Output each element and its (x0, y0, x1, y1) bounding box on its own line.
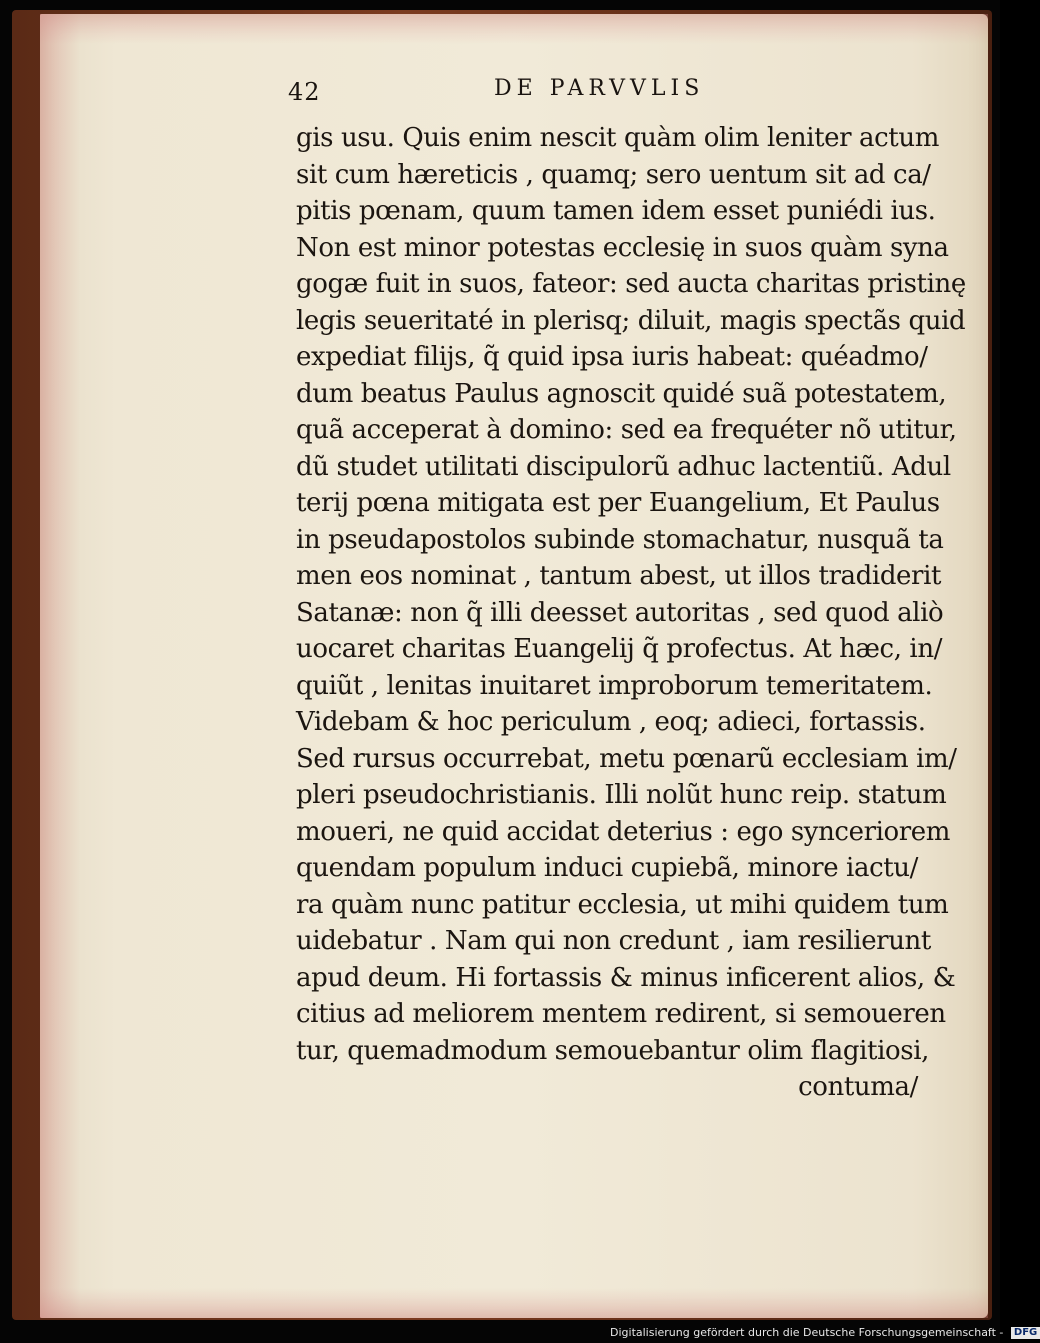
text-line: uidebatur . Nam qui non credunt , iam resilierunt (296, 926, 931, 956)
text-line: dum beatus Paulus agnoscit quidé suã potestatem, (296, 378, 947, 409)
body-text (296, 120, 966, 1106)
text-line: quã acceperat à domino: sed ea frequéter nõ utitur, (296, 415, 957, 445)
text-line: gogæ fuit in suos, fateor: sed aucta charitas pristinę (296, 269, 966, 299)
text-line: tur, quemadmodum semouebantur olim flagitiosi, (296, 1035, 929, 1066)
catchword: contuma/ (798, 1072, 918, 1102)
text-line: expediat filijs, q̃ quid ipsa iuris habeat: quéadmo/ (296, 342, 928, 372)
text-line: quiũt , lenitas inuitaret improborum temeritatem. (296, 670, 933, 701)
text-line: sit cum hæreticis , quamq; sero uentum sit ad ca/ (296, 159, 931, 190)
text-line: in pseudapostolos subinde stomachatur, nusquã ta (296, 524, 944, 555)
text-line: quendam populum induci cupiebã, minore iactu/ (296, 853, 918, 883)
credit-text: Digitalisierung gefördert durch die Deutsche Forschungsgemeinschaft - (610, 1326, 1004, 1339)
text-line: Sed rursus occurrebat, metu pœnarũ ecclesiam im/ (296, 743, 957, 774)
digitization-credit (610, 1326, 1040, 1339)
text-line: Videbam & hoc periculum , eoq; adieci, fortassis. (296, 707, 926, 737)
text-line: terij pœna mitigata est per Euangelium, Et Paulus (296, 488, 940, 518)
text-line: dũ studet utilitati discipulorũ adhuc lactentiũ. Adul (296, 451, 951, 482)
text-line: apud deum. Hi fortassis & minus inficerent alios, & (296, 962, 956, 993)
text-line: Non est minor potestas ecclesię in suos quàm syna (296, 232, 949, 263)
running-head: DE PARVVLIS (494, 76, 705, 101)
page-number: 42 (288, 78, 321, 106)
text-line: uocaret charitas Euangelij q̃ profectus. At hæc, in/ (296, 634, 943, 664)
text-line: moueri, ne quid accidat deterius : ego synceriorem (296, 816, 951, 847)
dfg-logo: DFG (1011, 1327, 1040, 1339)
text-line: pitis pœnam, quum tamen idem esset puniédi ius. (296, 196, 936, 226)
text-line: legis seueritaté in plerisq; diluit, magis spectãs quid (296, 305, 966, 336)
page-stain (40, 14, 988, 44)
text-line: ra quàm nunc patitur ecclesia, ut mihi quidem tum (296, 889, 949, 920)
text-line: men eos nominat , tantum abest, ut illos tradiderit (296, 561, 942, 591)
text-line: gis usu. Quis enim nescit quàm olim leniter actum (296, 123, 939, 153)
text-line: pleri pseudochristianis. Illi nolũt hunc reip. statum (296, 780, 947, 810)
text-line: Satanæ: non q̃ illi deesset autoritas , sed quod aliò (296, 597, 944, 628)
text-line: citius ad meliorem mentem redirent, si semoueren (296, 999, 946, 1029)
